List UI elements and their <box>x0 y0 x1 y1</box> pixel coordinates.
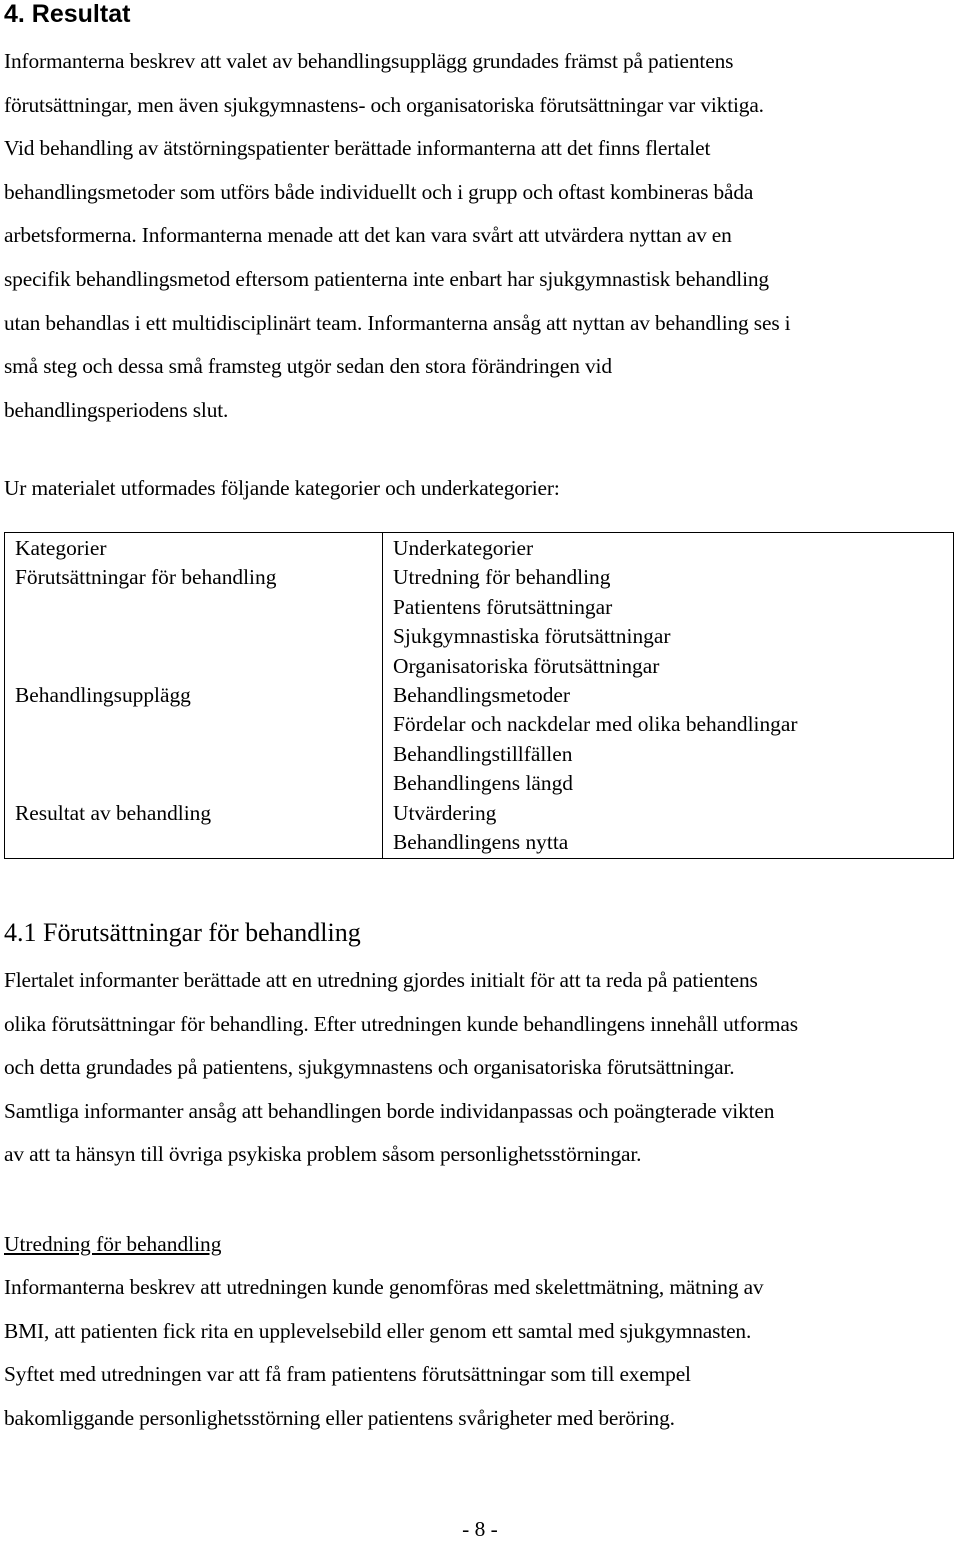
subheading-utredning: Utredning för behandling <box>4 1232 222 1256</box>
text-line: BMI, att patienten fick rita en upplevelsebild eller genom ett samtal med sjukgymnasten. <box>4 1318 752 1343</box>
subcategory-item: Behandlingens nytta <box>393 830 569 855</box>
column-header-subcategories: Underkategorier <box>383 533 954 564</box>
subcategory-item: Patientens förutsättningar <box>393 594 613 619</box>
section-heading-resultat: 4. Resultat <box>4 0 131 28</box>
text-line: små steg och dessa små framsteg utgör sedan den stora förändringen vid <box>4 354 612 379</box>
subcategory-item: Fördelar och nackdelar med olika behandlingar <box>393 712 798 737</box>
table-row <box>5 681 954 799</box>
subsection-heading-4-1: 4.1 Förutsättningar för behandling <box>4 918 361 947</box>
text-line: Informanterna beskrev att utredningen kunde genomföras med skelettmätning, mätning av <box>4 1275 764 1299</box>
text-line: Ur materialet utformades följande kategorier och underkategorier: <box>4 476 560 500</box>
subcategory-item: Utredning för behandling <box>393 565 611 590</box>
subcategory-item: Utvärdering <box>393 800 497 825</box>
text-line: och detta grundades på patientens, sjukgymnastens och organisatoriska förutsättningar. <box>4 1055 735 1080</box>
text-line: Vid behandling av ätstörningspatienter berättade informanterna att det finns flertalet <box>4 136 711 161</box>
text-line: Informanterna beskrev att valet av behandlingsupplägg grundades främst på patientens <box>4 49 734 73</box>
utredning-paragraph <box>4 1266 960 1440</box>
subcategory-item: Behandlingsmetoder <box>393 683 571 708</box>
category-cell: Förutsättningar för behandling <box>5 563 383 681</box>
subcategory-cell <box>383 681 954 799</box>
text-line: behandlingsperiodens slut. <box>4 397 229 422</box>
text-line: bakomliggande personlighetsstörning eller patientens svårigheter med beröring. <box>4 1405 675 1430</box>
text-line: utan behandlas i ett multidisciplinärt team. Informanterna ansåg att nyttan av behandling ses i <box>4 310 791 335</box>
table-header-row <box>5 533 954 564</box>
text-line: arbetsformerna. Informanterna menade att det kan vara svårt att utvärdera nyttan av en <box>4 223 732 248</box>
text-line: olika förutsättningar för behandling. Efter utredningen kunde behandlingens innehåll utformas <box>4 1011 798 1036</box>
column-header-categories: Kategorier <box>5 533 383 564</box>
table-row <box>5 799 954 859</box>
text-line: Samtliga informanter ansåg att behandlingen borde individanpassas och poängterade vikten <box>4 1098 775 1123</box>
category-cell: Behandlingsupplägg <box>5 681 383 799</box>
category-cell: Resultat av behandling <box>5 799 383 859</box>
text-line: Syftet med utredningen var att få fram patientens förutsättningar som till exempel <box>4 1362 691 1387</box>
subcategory-cell <box>383 799 954 859</box>
categories-table <box>4 532 954 859</box>
subcategory-item: Organisatoriska förutsättningar <box>393 653 660 678</box>
page-number: - 8 - <box>462 1517 498 1541</box>
text-line: behandlingsmetoder som utförs både individuellt och i grupp och oftast kombineras båda <box>4 179 754 204</box>
subcategory-cell <box>383 563 954 681</box>
text-line: Flertalet informanter berättade att en utredning gjordes initialt för att ta reda på patientens <box>4 968 758 992</box>
subcategory-item: Behandlingens längd <box>393 771 574 796</box>
section-paragraph <box>4 959 960 1177</box>
text-line: av att ta hänsyn till övriga psykiska problem såsom personlighetsstörningar. <box>4 1142 642 1167</box>
table-intro-text <box>4 467 960 511</box>
table-row <box>5 563 954 681</box>
subcategory-item: Sjukgymnastiska förutsättningar <box>393 624 671 649</box>
subcategory-item: Behandlingstillfällen <box>393 741 573 766</box>
text-line: förutsättningar, men även sjukgymnastens- och organisatoriska förutsättningar var viktiga. <box>4 92 764 117</box>
intro-paragraph <box>4 40 960 432</box>
text-line: specifik behandlingsmetod eftersom patienterna inte enbart har sjukgymnastisk behandling <box>4 266 769 291</box>
